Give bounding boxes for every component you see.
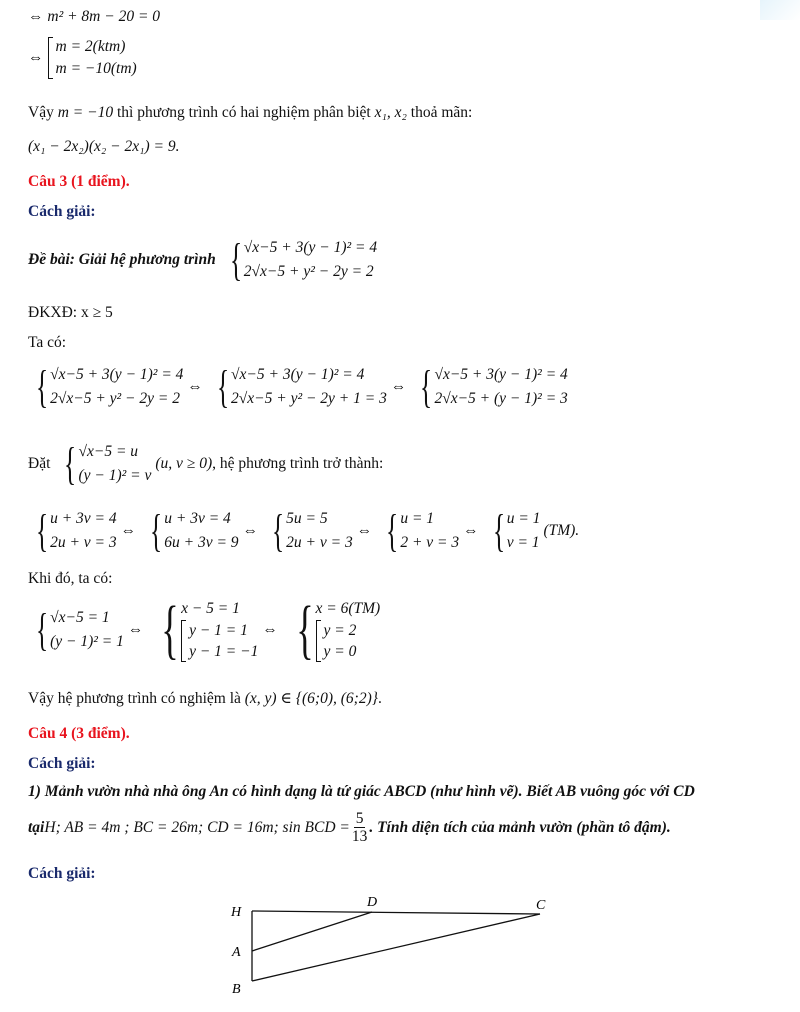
equivalence-arrow: ⇔ (262, 621, 278, 638)
system-row: √x−5 + 3(y − 1)² = 4 (434, 366, 568, 383)
system-brace: { (35, 604, 49, 655)
condition-line: (x₁ − 2x₂)(x₂ − 2x₁) = 9. (28, 138, 180, 155)
system-row: 6u + 3v = 9 (164, 534, 239, 551)
system-row: y − 1 = 1 (189, 622, 248, 639)
equivalence-arrow: ⇔ (242, 522, 259, 539)
equivalence-arrow: ⇔ (463, 522, 479, 539)
system-brace: { (64, 438, 77, 489)
system-row: 2u + v = 3 (50, 534, 117, 551)
system-row: v = 1 (506, 534, 540, 551)
system-brace: { (216, 361, 230, 412)
system-row: 2√x−5 + y² − 2y = 2 (243, 263, 374, 280)
text: tại (28, 818, 45, 836)
question-4-heading: Câu 4 (3 điểm). (28, 725, 130, 742)
problem-prompt: Đề bài: Giải hệ phương trình (28, 251, 216, 268)
case-row: m = 2(ktm) (55, 38, 126, 55)
system-row: √x−5 + 3(y − 1)² = 4 (243, 239, 378, 256)
system-row: u = 1 (506, 510, 541, 527)
math: x₁, x₂ (374, 104, 407, 121)
system-row: x = 6(TM) (315, 600, 381, 617)
math: m = −10 (57, 104, 114, 121)
system-row: y − 1 = −1 (189, 643, 259, 660)
fraction-numerator: 5 (355, 810, 364, 827)
math: H; AB = 4m ; BC = 26m; CD = 16m; sin BCD = (44, 818, 350, 836)
label-c: C (536, 898, 546, 913)
solution-label: Cách giải: (28, 755, 96, 772)
system-row: (y − 1)² = v (78, 467, 152, 484)
fraction-denominator: 13 (351, 828, 368, 845)
solution-label: Cách giải: (28, 203, 96, 220)
line-hc (252, 911, 540, 914)
system-brace: { (161, 593, 180, 666)
text: . Tính diện tích của mảnh vườn (phần tô đậm). (369, 818, 671, 836)
label-h: H (231, 905, 242, 920)
text: thoả mãn: (406, 104, 473, 121)
label-d: D (367, 895, 378, 910)
system-row: u + 3v = 4 (164, 510, 231, 527)
substitution-condition: (u, v ≥ 0) (155, 455, 213, 472)
ta-co-label: Ta có: (28, 334, 67, 351)
system-brace: { (386, 505, 399, 556)
system-row: 5u = 5 (286, 510, 328, 527)
solution-label: Cách giải: (28, 865, 96, 882)
question-3-heading: Câu 3 (1 điểm). (28, 173, 130, 190)
equivalence-arrow: ⇔ (187, 378, 203, 395)
system-row: y = 2 (323, 622, 357, 639)
system-brace: { (150, 505, 163, 556)
label-a: A (232, 945, 241, 960)
equivalence-arrow: ⇔ (120, 522, 137, 539)
text: Vậy hệ phương trình có nghiệm là (28, 690, 245, 707)
system-row: √x−5 = 1 (50, 609, 110, 626)
system-brace: { (420, 361, 433, 412)
equivalence-arrow: ⇔ (356, 522, 373, 539)
system-row: 2u + v = 3 (286, 534, 353, 551)
system-brace: { (229, 234, 242, 285)
condition-dkxd: ĐKXĐ: x ≥ 5 (28, 304, 113, 321)
system-row: x − 5 = 1 (181, 600, 240, 617)
system-row: (y − 1)² = 1 (50, 633, 124, 650)
text: . (377, 690, 382, 707)
equivalence-arrow: ⇔ (390, 378, 407, 395)
math: (x, y) ∈ {(6;0), (6;2)} (244, 690, 378, 707)
system-brace: { (492, 505, 505, 556)
problem-line-1: 1) Mảnh vườn nhà nhà ông An có hình dạng là tứ giác ABCD (như hình vẽ). Biết AB vuông góc với CD (28, 783, 695, 800)
substitution-text: , hệ phương trình trở thành: (212, 455, 384, 472)
system-brace: { (272, 505, 285, 556)
equation-line: ⇔ m² + 8m − 20 = 0 (28, 8, 161, 25)
line-bc (252, 914, 540, 981)
label-b: B (232, 982, 241, 997)
system-row: √x−5 + 3(y − 1)² = 4 (231, 366, 365, 383)
system-row: 2√x−5 + y² − 2y + 1 = 3 (231, 390, 387, 407)
system-brace: { (35, 361, 49, 412)
system-row: 2√x−5 + (y − 1)² = 3 (434, 390, 568, 407)
system-brace: { (35, 505, 49, 556)
equivalence-arrow: ⇔ (28, 49, 44, 66)
dat-label: Đặt (28, 455, 51, 472)
system-row: 2 + v = 3 (400, 534, 460, 551)
khi-do-label: Khi đó, ta có: (28, 570, 113, 587)
system-row: √x−5 = u (78, 443, 139, 460)
system-row: y = 0 (323, 643, 357, 660)
system-row: u = 1 (400, 510, 435, 527)
line-ad (252, 912, 372, 951)
text: thì phương trình có hai nghiệm phân biệt (113, 104, 375, 121)
text: Vậy (28, 104, 58, 121)
system-row: √x−5 + 3(y − 1)² = 4 (50, 366, 184, 383)
tm-note: (TM). (543, 522, 580, 539)
system-brace: { (296, 593, 314, 666)
system-row: u + 3v = 4 (50, 510, 117, 527)
equivalence-arrow: ⇔ (127, 621, 144, 638)
system-row: 2√x−5 + y² − 2y = 2 (50, 390, 180, 407)
case-row: m = −10(tm) (55, 60, 137, 77)
